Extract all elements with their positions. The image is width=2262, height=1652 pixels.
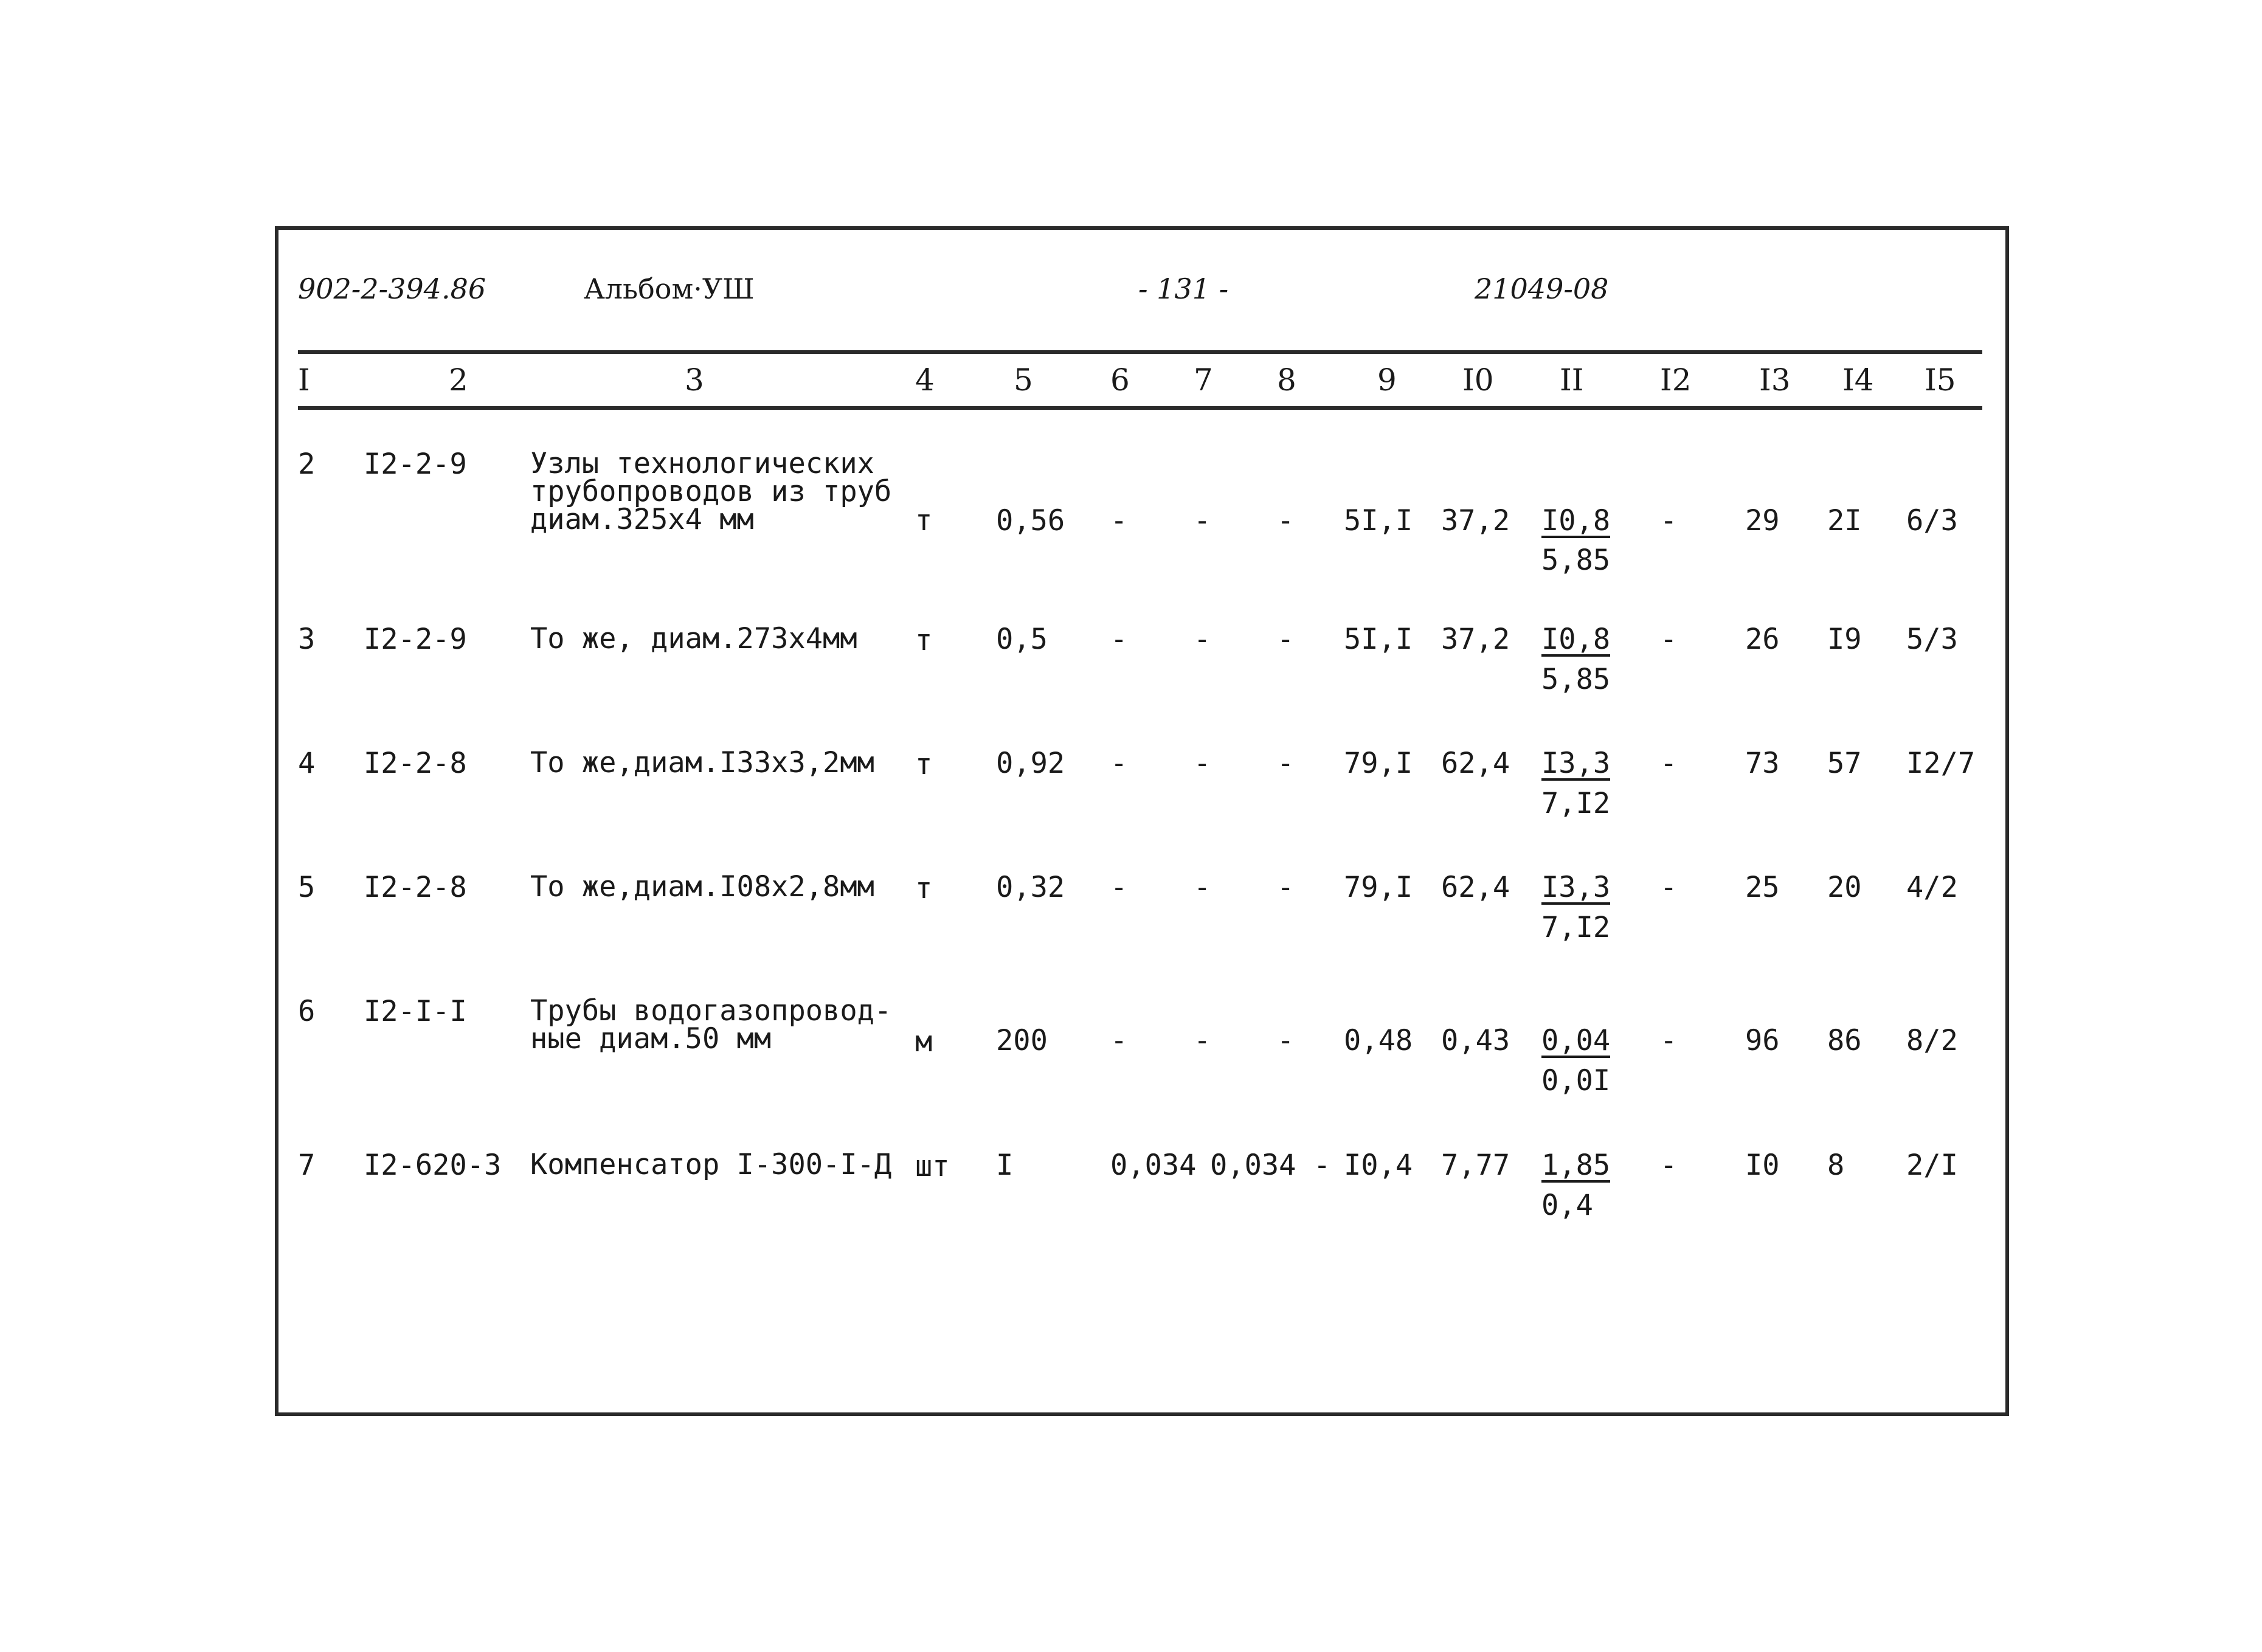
row-c6: - [1110,1024,1128,1057]
row-description: То же,диам.I33х3,2мм [530,746,874,779]
row-c9: 5I,I [1344,623,1413,656]
col-number: I2 [1660,362,1692,398]
row-c5: I [996,1149,1014,1182]
row-number: 4 [298,747,316,780]
col-number: 2 [449,362,468,398]
sheet-code: 21049-08 [1475,272,1609,305]
col-number: 5 [1014,362,1033,398]
row-c6: - [1110,623,1128,656]
row-c15: 2/I [1906,1149,1958,1182]
row-c15: 8/2 [1906,1024,1958,1057]
row-c8: - [1277,1024,1295,1057]
row-c14: 20 [1827,871,1862,904]
row-unit: т [915,624,933,657]
row-c5: 0,92 [996,747,1065,780]
row-c11-top: I3,3 [1541,871,1611,904]
row-c8: - [1277,747,1295,780]
col-number: I5 [1925,362,1956,398]
row-c13: 96 [1745,1024,1780,1057]
row-number: 7 [298,1149,316,1182]
row-c12: - [1660,623,1678,656]
row-c5: 0,56 [996,504,1065,537]
row-c11-bottom: 5,85 [1541,663,1611,696]
row-c5: 0,32 [996,871,1065,904]
row-c8: - [1277,623,1295,656]
row-code: I2-2-8 [364,747,467,780]
row-c8: - [1277,871,1295,904]
album-label: Альбом·УШ [584,272,755,305]
row-number: 3 [298,623,316,656]
row-c13: I0 [1745,1149,1780,1182]
col-number: I0 [1462,362,1494,398]
page-number: - 131 - [1138,272,1229,305]
row-unit: т [915,872,933,905]
row-c9: I0,4 [1344,1149,1413,1182]
row-c9: 0,48 [1344,1024,1413,1057]
row-c10: 62,4 [1441,871,1510,904]
row-c5: 0,5 [996,623,1048,656]
row-c11-top: I3,3 [1541,747,1611,780]
row-c12: - [1660,1149,1678,1182]
row-description: Трубы водогазопровод- ные диам.50 мм [530,994,892,1056]
row-c10: 62,4 [1441,747,1510,780]
row-c14: 2I [1827,504,1862,537]
row-c7: - [1194,623,1211,656]
row-code: I2-620-3 [364,1149,502,1182]
row-c10: 7,77 [1441,1149,1510,1182]
col-number: 3 [685,362,704,398]
row-c6: - [1110,747,1128,780]
row-c5: 200 [996,1024,1048,1057]
row-c12: - [1660,1024,1678,1057]
row-c11-top: I0,8 [1541,504,1611,537]
row-c14: 57 [1827,747,1862,780]
row-code: I2-2-8 [364,871,467,904]
row-c11-bottom: 7,I2 [1541,911,1611,944]
row-c15: 4/2 [1906,871,1958,904]
row-c7: - [1194,1024,1211,1057]
row-c6: - [1110,871,1128,904]
col-number: 9 [1377,362,1397,398]
row-c7: - [1194,747,1211,780]
row-c14: 8 [1827,1149,1845,1182]
col-number: I [298,362,310,398]
row-c13: 25 [1745,871,1780,904]
row-code: I2-I-I [364,995,467,1028]
row-c8: - [1277,504,1295,537]
row-c8: - [1313,1149,1331,1182]
row-code: I2-2-9 [364,448,467,481]
row-c10: 37,2 [1441,504,1510,537]
row-c12: - [1660,747,1678,780]
row-c11-bottom: 7,I2 [1541,787,1611,820]
header-rule-top [298,350,1982,354]
row-c13: 29 [1745,504,1780,537]
row-c9: 79,I [1344,747,1413,780]
row-unit: м [915,1025,933,1059]
header-rule-bottom [298,406,1982,410]
row-number: 6 [298,995,316,1028]
row-description: Компенсатор I-300-I-Д [530,1148,892,1181]
col-number: 6 [1110,362,1130,398]
row-c7: - [1194,871,1211,904]
row-c7: 0,034 [1210,1149,1296,1182]
row-c13: 26 [1745,623,1780,656]
row-c11-bottom: 0,4 [1541,1189,1593,1222]
row-c14: I9 [1827,623,1862,656]
row-c10: 0,43 [1441,1024,1510,1057]
row-c15: 6/3 [1906,504,1958,537]
row-c11-bottom: 5,85 [1541,544,1611,577]
row-description: То же,диам.I08х2,8мм [530,870,874,904]
row-number: 2 [298,448,316,481]
row-code: I2-2-9 [364,623,467,656]
row-c11-top: 1,85 [1541,1149,1611,1182]
doc-code: 902-2-394.86 [298,272,486,305]
row-c9: 5I,I [1344,504,1413,537]
row-c10: 37,2 [1441,623,1510,656]
row-c11-top: 0,04 [1541,1024,1611,1057]
row-c9: 79,I [1344,871,1413,904]
col-number: I3 [1759,362,1791,398]
table-frame [275,226,2009,1416]
row-unit: т [915,504,933,537]
row-c6: - [1110,504,1128,537]
row-c11-bottom: 0,0I [1541,1064,1611,1097]
row-number: 5 [298,871,316,904]
col-number: I4 [1842,362,1874,398]
row-description: То же, диам.273х4мм [530,622,857,655]
col-number: 4 [915,362,935,398]
col-number: 8 [1277,362,1296,398]
row-unit: шт [915,1150,950,1183]
row-c11-top: I0,8 [1541,623,1611,656]
col-number: II [1560,362,1584,398]
row-c15: 5/3 [1906,623,1958,656]
row-c12: - [1660,504,1678,537]
col-number: 7 [1194,362,1213,398]
row-unit: т [915,748,933,781]
row-c12: - [1660,871,1678,904]
row-c15: I2/7 [1906,747,1976,780]
row-c7: - [1194,504,1211,537]
row-description: Узлы технологических трубопроводов из труб диам.325х4 мм [530,447,892,536]
row-c13: 73 [1745,747,1780,780]
row-c6: 0,034 [1110,1149,1197,1182]
row-c14: 86 [1827,1024,1862,1057]
